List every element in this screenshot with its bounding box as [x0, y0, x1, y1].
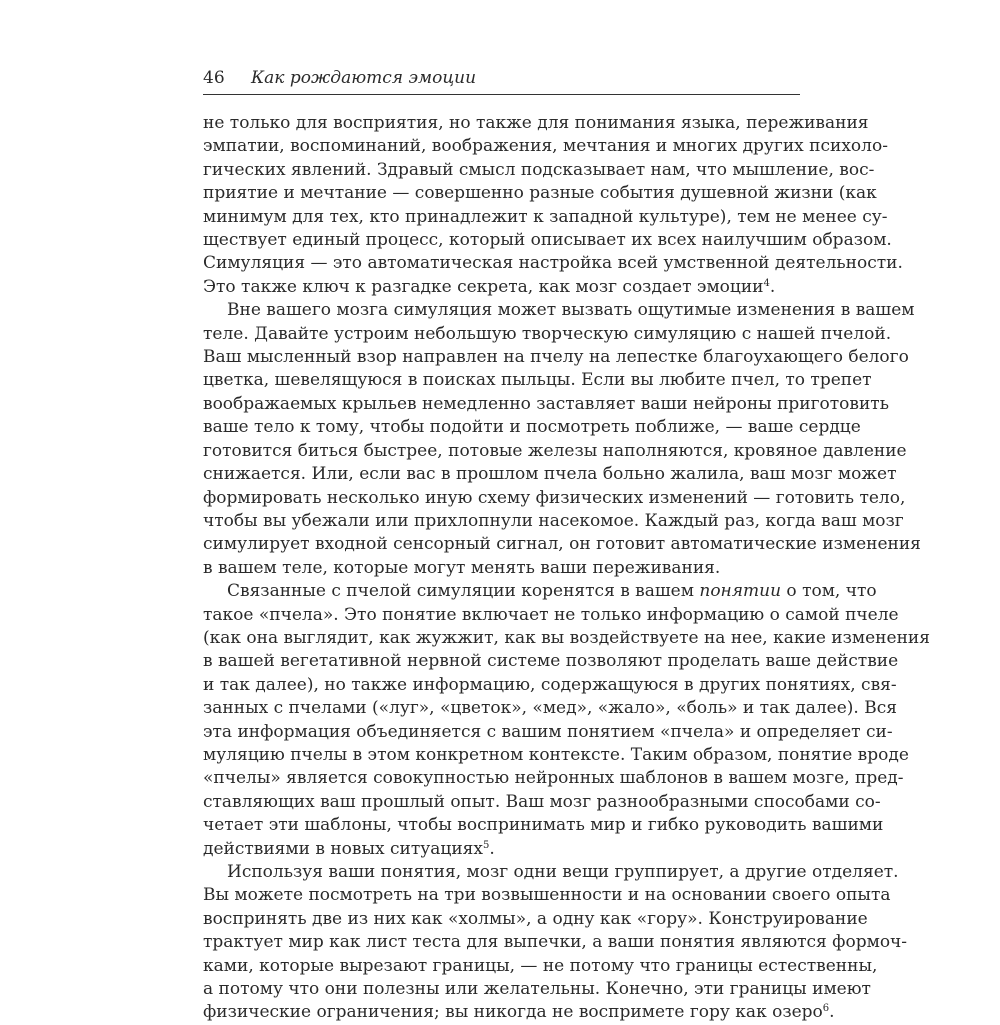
text-line: «пчелы» является совокупностью нейронных шаблонов в вашем мозге, пред- — [203, 768, 904, 789]
text-line: формировать несколько иную схему физических изменений — готовить тело, — [203, 487, 906, 508]
text-line: гических явлений. Здравый смысл подсказывает нам, что мышление, вос- — [203, 159, 875, 180]
paragraph-2 — [203, 299, 921, 580]
text-segment: Связанные с пчелой симуляции коренятся в вашем — [227, 581, 700, 602]
text-line: такое «пчела». Это понятие включает не только информацию о самой пчеле — [203, 604, 899, 625]
text-line: четает эти шаблоны, чтобы воспринимать мир и гибко руководить вашими — [203, 815, 884, 836]
text-line: трактует мир как лист теста для выпечки, а ваши понятия являются формоч- — [203, 932, 908, 953]
paragraph-1 — [203, 112, 903, 299]
text-line: ками, которые вырезают границы, — не потому что границы естественны, — [203, 955, 878, 976]
page-number: 46 — [203, 68, 225, 88]
text-line: ваше тело к тому, чтобы подойти и посмотреть поближе, — ваше сердце — [203, 417, 861, 438]
text-line: эта информация объединяется с вашим понятием «пчела» и определяет си- — [203, 721, 893, 742]
paragraph-3 — [203, 580, 930, 861]
footnote-ref: 5 — [482, 839, 490, 851]
text-line: а потому что они полезны или желательны. Конечно, эти границы имеют — [203, 979, 871, 1000]
text-line: занных с пчелами («луг», «цветок», «мед», «жало», «боль» и так далее). Вся — [203, 698, 897, 719]
text-line: чтобы вы убежали или прихлопнули насекомое. Каждый раз, когда ваш мозг — [203, 510, 904, 531]
paragraph-4 — [203, 861, 908, 1025]
text-line: муляцию пчелы в этом конкретном контексте. Таким образом, понятие вроде — [203, 744, 909, 765]
text-segment: о том, что — [781, 581, 877, 602]
text-line: Вне вашего мозга симуляция может вызвать ощутимые изменения в вашем — [227, 300, 915, 321]
text-line: и так далее), но также информацию, содержащуюся в других понятиях, свя- — [203, 674, 897, 695]
running-head — [203, 66, 800, 95]
text-line: эмпатии, воспоминаний, воображения, мечтания и многих других психоло- — [203, 136, 888, 157]
emphasis-text: понятии — [699, 581, 782, 602]
text-line: ществует единый процесс, который описывает их всех наилучшим образом. — [203, 230, 892, 251]
text-line: действиями в новых ситуациях$^5$. — [203, 838, 495, 859]
text-line: приятие и мечтание — совершенно разные события душевной жизни (как — [203, 183, 877, 204]
text-line-content: физические ограничения; вы никогда не воспримете гору как озеро — [203, 1002, 823, 1023]
text-line: воображаемых крыльев немедленно заставляет ваши нейроны приготовить — [203, 393, 889, 414]
text-line: готовится биться быстрее, потовые железы наполняются, кровяное давление — [203, 440, 907, 461]
text-line-content: Это также ключ к разгадке секрета, как мозг создает эмоции — [203, 276, 764, 297]
body-text — [203, 112, 930, 1025]
text-line: не только для восприятия, но также для понимания языка, переживания — [203, 113, 869, 133]
text-line: снижается. Или, если вас в прошлом пчела больно жалила, ваш мозг может — [203, 464, 897, 485]
text-line: Ваш мысленный взор направлен на пчелу на лепестке благоухающего белого — [203, 347, 909, 368]
text-line: ставляющих ваш прошлый опыт. Ваш мозг разнообразными способами со- — [203, 791, 881, 812]
text-line-content: действиями в новых ситуациях — [203, 838, 483, 859]
text-line: в вашем теле, которые могут менять ваши переживания. — [203, 557, 721, 578]
text-line: воспринять две из них как «холмы», а одну как «гору». Конструирование — [203, 908, 868, 929]
text-line: Это также ключ к разгадке секрета, как мозг создает эмоции$^4$. — [203, 276, 776, 297]
footnote-ref: 4 — [763, 277, 770, 289]
text-line: цветка, шевелящуюся в поисках пыльцы. Если вы любите пчел, то трепет — [203, 370, 872, 391]
text-line — [203, 580, 877, 603]
running-title: Как рождаются эмоции — [251, 68, 477, 88]
text-line: минимум для тех, кто принадлежит к западной культуре), тем не менее су- — [203, 206, 888, 227]
text-line: (как она выглядит, как жужжит, как вы воздействуете на нее, какие изменения — [203, 627, 930, 648]
text-line: симулирует входной сенсорный сигнал, он готовит автоматические изменения — [203, 534, 921, 555]
text-line: теле. Давайте устроим небольшую творческую симуляцию с нашей пчелой. — [203, 323, 892, 344]
text-line: Симуляция — это автоматическая настройка всей умственной деятельности. — [203, 253, 903, 274]
text-line: Вы можете посмотреть на три возвышенности и на основании своего опыта — [203, 885, 891, 906]
text-line: в вашей вегетативной нервной системе позволяют проделать ваше действие — [203, 651, 899, 672]
footnote-ref: 6 — [822, 1003, 830, 1015]
text-line: Используя ваши понятия, мозг одни вещи группирует, а другие отделяет. — [227, 862, 899, 882]
text-line: физические ограничения; вы никогда не воспримете гору как озеро$^6$. — [203, 1002, 835, 1023]
